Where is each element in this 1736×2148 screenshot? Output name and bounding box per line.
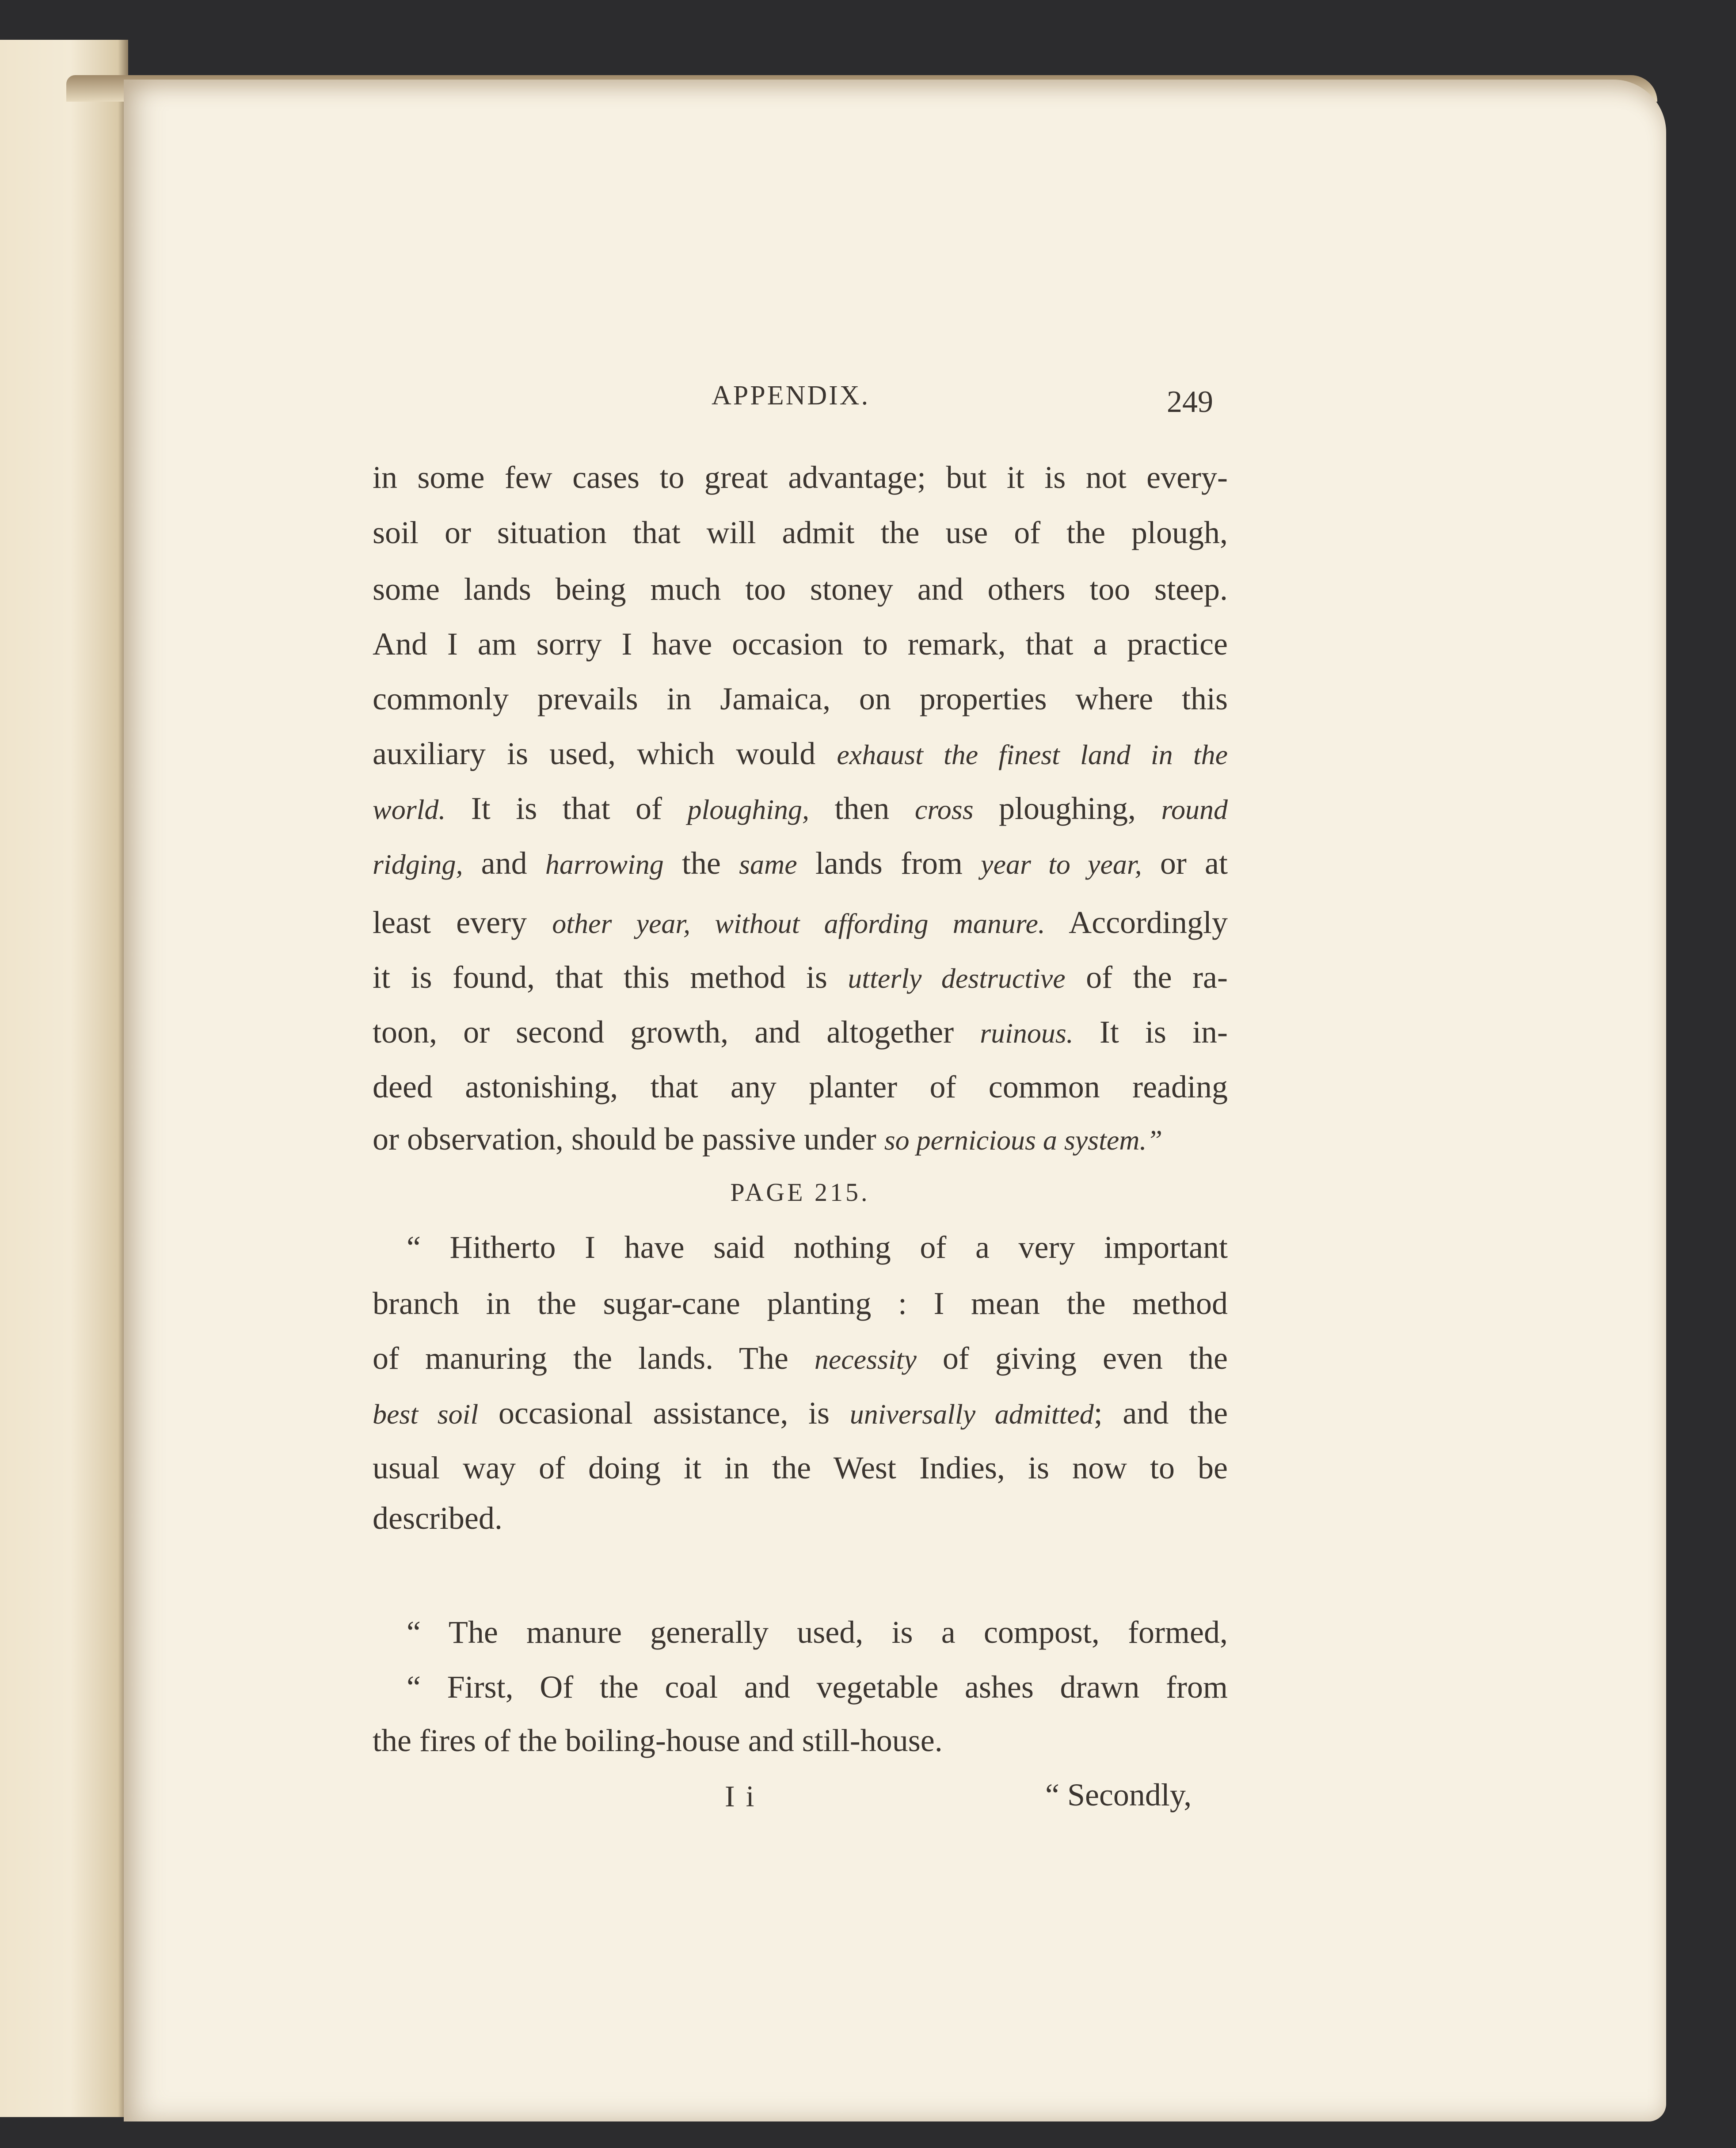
- text-line: [373, 1718, 1228, 1763]
- text-line: [373, 1281, 1228, 1325]
- text-segment: lands from: [797, 845, 981, 881]
- text-line: [373, 786, 1228, 832]
- italic-text: year to year,: [981, 849, 1142, 880]
- text-segment: least every: [373, 905, 552, 940]
- text-segment: in some few cases to great advantage; but it is not every-: [373, 460, 1228, 495]
- text-segment: “ The manure generally used, is a compost, formed,: [407, 1615, 1228, 1650]
- text-segment: of the ra-: [1065, 960, 1228, 995]
- text-line: [373, 1446, 1228, 1490]
- text-segment: Accordingly: [1045, 905, 1228, 940]
- text-line: [373, 455, 1228, 499]
- italic-text: other year, without affording manure.: [552, 908, 1045, 939]
- text-segment: soil or situation that will admit the use of the plough,: [373, 515, 1228, 550]
- text-line: [373, 900, 1228, 946]
- page-number: 249: [1167, 385, 1213, 419]
- text-segment: deed astonishing, that any planter of common reading: [373, 1069, 1228, 1104]
- text-segment: It is in-: [1073, 1014, 1228, 1050]
- section-heading: [373, 1170, 1228, 1215]
- text-segment: “ First, Of the coal and vegetable ashes drawn from: [407, 1669, 1228, 1705]
- text-segment: It is that of: [445, 791, 688, 826]
- text-segment: or at: [1142, 845, 1228, 881]
- italic-text: same: [739, 849, 797, 880]
- catchword: “ Secondly,: [1045, 1777, 1192, 1813]
- text-line: [373, 1065, 1228, 1109]
- italic-text: ploughing,: [687, 794, 810, 825]
- text-segment: auxiliary is used, which would: [373, 736, 837, 771]
- text-segment: ploughing,: [973, 791, 1161, 826]
- text-segment: the fires of the boiling-house and still-house.: [373, 1723, 943, 1758]
- text-segment: of manuring the lands. The: [373, 1341, 815, 1376]
- italic-text: harrowing: [545, 849, 664, 880]
- text-segment: usual way of doing it in the West Indies, is now to be: [373, 1450, 1228, 1485]
- text-segment: it is found, that this method is: [373, 960, 848, 995]
- italic-text: round: [1161, 794, 1228, 825]
- italic-text: necessity: [814, 1344, 917, 1375]
- text-line: [373, 1496, 1228, 1540]
- text-line: [373, 1391, 1228, 1436]
- text-segment: or observation, should be passive under: [373, 1121, 884, 1157]
- italic-text: exhaust the finest land in the: [837, 739, 1228, 770]
- italic-text: best soil: [373, 1398, 479, 1430]
- text-line: [373, 1336, 1228, 1382]
- text-segment: PAGE 215.: [730, 1178, 870, 1207]
- text-segment: then: [809, 791, 915, 826]
- italic-text: utterly destructive: [848, 963, 1066, 994]
- italic-text: world.: [373, 794, 446, 825]
- text-line: [373, 1010, 1228, 1055]
- text-line: [373, 841, 1228, 887]
- text-segment: some lands being much too stoney and others too steep.: [373, 571, 1228, 607]
- text-segment: the: [663, 845, 739, 881]
- left-page-edge: [0, 40, 128, 2117]
- text-segment: of giving even the: [916, 1341, 1228, 1376]
- running-head: APPENDIX.: [712, 381, 870, 411]
- text-segment: branch in the sugar-cane planting : I mean the method: [373, 1286, 1228, 1321]
- text-line: [373, 622, 1228, 666]
- italic-text: universally admitted: [849, 1398, 1094, 1430]
- text-line: [373, 677, 1228, 721]
- text-segment: And I am sorry I have occasion to remark, that a practice: [373, 626, 1228, 662]
- italic-text: ruinous.: [980, 1017, 1074, 1049]
- text-line: [373, 955, 1228, 1001]
- italic-text: ridging,: [373, 849, 463, 880]
- text-segment: ; and the: [1093, 1395, 1228, 1431]
- text-segment: “ Hitherto I have said nothing of a very important: [407, 1230, 1228, 1265]
- text-line: [373, 1117, 1228, 1162]
- text-line: [407, 1610, 1228, 1654]
- text-segment: and: [463, 845, 545, 881]
- italic-text: so pernicious a system.”: [884, 1124, 1163, 1156]
- text-line: [407, 1665, 1228, 1709]
- text-line: [373, 567, 1228, 611]
- text-segment: toon, or second growth, and altogether: [373, 1014, 980, 1050]
- text-segment: described.: [373, 1501, 503, 1536]
- italic-text: cross: [914, 794, 974, 825]
- text-line: [373, 731, 1228, 777]
- text-segment: occasional assistance, is: [478, 1395, 850, 1431]
- text-line: [373, 510, 1228, 555]
- signature-mark: I i: [725, 1779, 756, 1813]
- text-segment: commonly prevails in Jamaica, on properties where this: [373, 681, 1228, 716]
- text-line: [407, 1225, 1228, 1269]
